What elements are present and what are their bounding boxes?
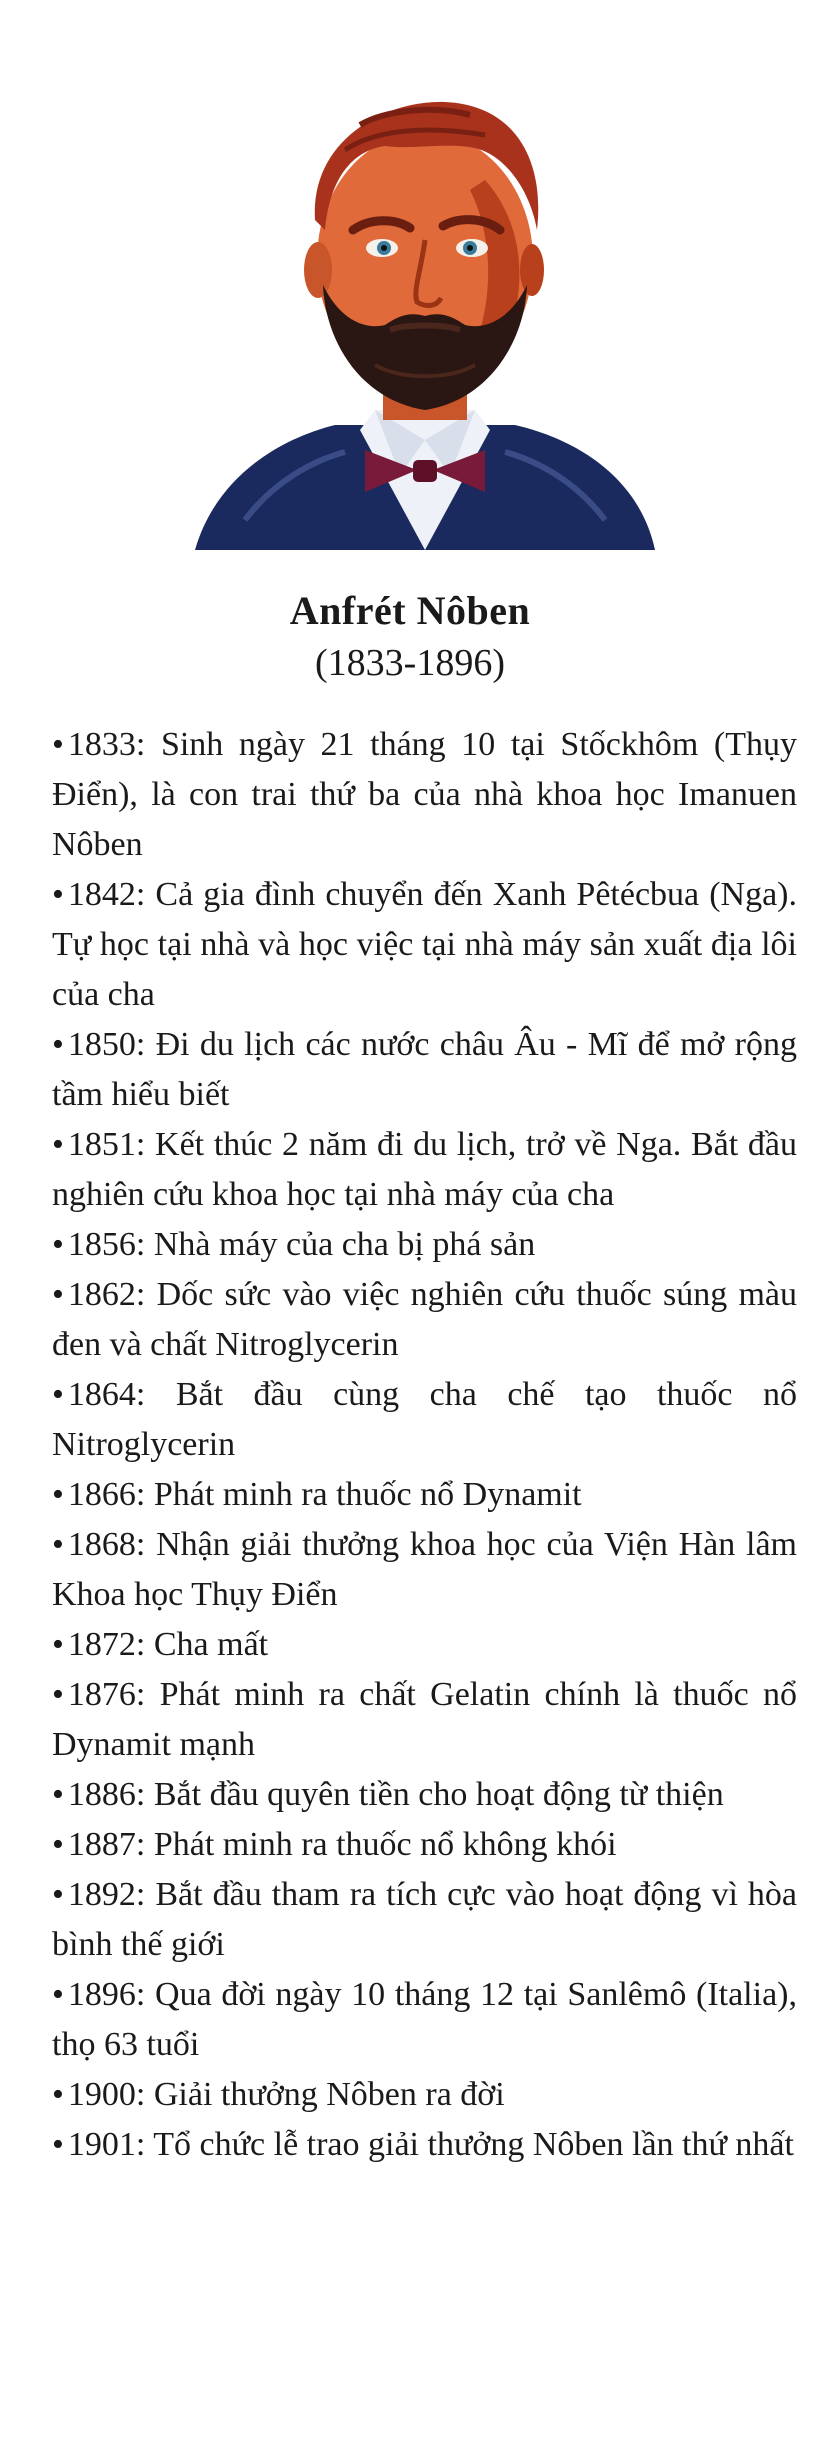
person-name: Anfrét Nôben [289, 588, 531, 633]
timeline-text: 1896: Qua đời ngày 10 tháng 12 tại Sanlêmô (Italia), thọ 63 tuổi [52, 1976, 797, 2063]
timeline-item [52, 2120, 797, 2170]
timeline-item [52, 1370, 797, 1470]
timeline-text: 1864: Bắt đầu cùng cha chế tạo thuốc nổ Nitroglycerin [52, 1376, 797, 1463]
bullet-icon: • [52, 1826, 64, 1863]
bullet-icon: • [52, 1126, 64, 1163]
person-years: (1833-1896) [315, 642, 505, 684]
timeline-item [52, 720, 797, 870]
timeline-item [52, 1620, 797, 1670]
portrait-icon [185, 80, 665, 580]
timeline-item [52, 1020, 797, 1120]
timeline-text: 1856: Nhà máy của cha bị phá sản [67, 1226, 536, 1263]
timeline-item [52, 1220, 797, 1270]
bullet-icon: • [52, 1626, 64, 1663]
bullet-icon: • [52, 876, 64, 913]
portrait-illustration [185, 80, 665, 580]
bullet-icon: • [52, 1526, 64, 1563]
timeline-item [52, 1670, 797, 1770]
bullet-icon: • [52, 1476, 64, 1513]
bullet-icon: • [52, 1026, 64, 1063]
timeline-text: 1886: Bắt đầu quyên tiền cho hoạt động từ thiện [67, 1776, 724, 1813]
bullet-icon: • [52, 1376, 64, 1413]
timeline-text: 1851: Kết thúc 2 năm đi du lịch, trở về Nga. Bắt đầu nghiên cứu khoa học tại nhà máy của cha [52, 1126, 797, 1213]
bullet-icon: • [52, 1976, 64, 2013]
timeline-item [52, 1520, 797, 1620]
bullet-icon: • [52, 1876, 64, 1913]
timeline-text: 1872: Cha mất [67, 1626, 269, 1663]
timeline-text: 1868: Nhận giải thưởng khoa học của Viện Hàn lâm Khoa học Thụy Điển [52, 1526, 797, 1613]
timeline-text: 1900: Giải thưởng Nôben ra đời [67, 2076, 505, 2113]
timeline-text: 1833: Sinh ngày 21 tháng 10 tại Stốckhôm (Thụy Điển), là con trai thứ ba của nhà khoa học Imanuen Nôben [52, 726, 797, 863]
timeline-text: 1892: Bắt đầu tham ra tích cực vào hoạt động vì hòa bình thế giới [52, 1876, 797, 1963]
timeline-text: 1862: Dốc sức vào việc nghiên cứu thuốc súng màu đen và chất Nitroglycerin [52, 1276, 797, 1363]
timeline-text: 1850: Đi du lịch các nước châu Âu - Mĩ để mở rộng tầm hiểu biết [52, 1026, 797, 1113]
timeline-text: 1876: Phát minh ra chất Gelatin chính là thuốc nổ Dynamit mạnh [52, 1676, 797, 1763]
timeline-item [52, 870, 797, 1020]
bullet-icon: • [52, 1776, 64, 1813]
timeline-item [52, 1120, 797, 1220]
timeline-item [52, 1870, 797, 1970]
timeline-item [52, 1470, 797, 1520]
bullet-icon: • [52, 2126, 64, 2163]
timeline-item [52, 1270, 797, 1370]
timeline-item [52, 1820, 797, 1870]
timeline-text: 1901: Tổ chức lễ trao giải thưởng Nôben lần thứ nhất [67, 2126, 794, 2163]
timeline-text: 1887: Phát minh ra thuốc nổ không khói [67, 1826, 617, 1863]
timeline-text: 1842: Cả gia đình chuyển đến Xanh Pêtécbua (Nga). Tự học tại nhà và học việc tại nhà máy sản xuất địa lôi của cha [52, 876, 797, 1013]
timeline-item [52, 1770, 797, 1820]
bullet-icon: • [52, 1276, 64, 1313]
timeline-item [52, 1970, 797, 2070]
timeline-item [52, 2070, 797, 2120]
timeline-list [52, 720, 797, 2170]
bullet-icon: • [52, 726, 64, 763]
bullet-icon: • [52, 1226, 64, 1263]
bullet-icon: • [52, 1676, 64, 1713]
timeline-text: 1866: Phát minh ra thuốc nổ Dynamit [67, 1476, 582, 1513]
bullet-icon: • [52, 2076, 64, 2113]
